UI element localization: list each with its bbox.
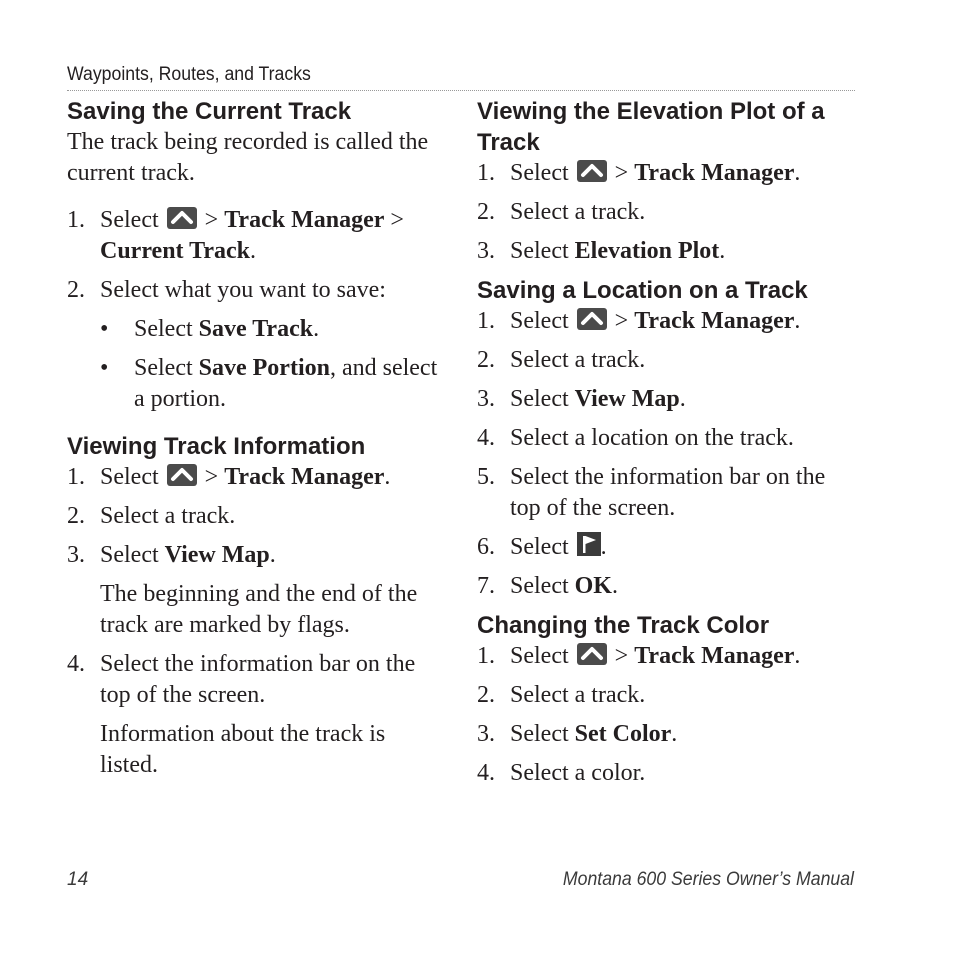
list-item: 4. Select the information bar on the top of the screen. (67, 651, 416, 708)
list-item: 1. Select > Track Manager. (477, 643, 801, 669)
track-manager-up-icon (577, 643, 607, 665)
list-item: 2. Select a track. (67, 503, 236, 529)
heading-saving-current-track: Saving the Current Track (67, 98, 352, 125)
running-header: Waypoints, Routes, and Tracks (67, 64, 311, 85)
track-manager-up-icon (577, 160, 607, 182)
list-item: 1. Select > Track Manager. (477, 308, 801, 334)
header-divider (67, 90, 855, 91)
list-item: 7. Select OK. (477, 573, 618, 599)
list-item: 1. Select > Track Manager. (67, 464, 391, 490)
track-manager-up-icon (167, 207, 197, 229)
bullet-item: • Select Save Track. (100, 316, 320, 342)
list-item: 1. Select > Track Manager > Current Track. (67, 207, 404, 264)
heading-viewing-track-information: Viewing Track Information (67, 433, 366, 460)
list-item: 6. Select . (477, 534, 607, 560)
list-item: 3. Select Elevation Plot. (477, 238, 726, 264)
list-item: 4. Select a color. (477, 760, 646, 786)
list-item: 5. Select the information bar on the top of the screen. (477, 464, 826, 521)
list-item: 2. Select a track. (477, 199, 646, 225)
list-item: 1. Select > Track Manager. (477, 160, 801, 186)
heading-viewing-elevation-plot: Viewing the Elevation Plot of a Track (477, 98, 825, 156)
page-number: 14 (67, 869, 89, 890)
heading-changing-track-color: Changing the Track Color (477, 612, 770, 639)
manual-title: Montana 600 Series Owner’s Manual (562, 869, 854, 890)
list-item: 3. Select View Map. (67, 542, 276, 568)
step-note: Information about the track is listed. (100, 721, 386, 778)
track-manager-up-icon (577, 308, 607, 330)
bullet-item: • Select Save Portion, and select a portion. (100, 355, 438, 412)
list-item: 4. Select a location on the track. (477, 425, 794, 451)
left-column (67, 96, 447, 789)
right-column (477, 96, 857, 797)
flag-icon (577, 532, 601, 556)
list-item: 2. Select what you want to save: (67, 277, 386, 303)
list-item: 2. Select a track. (477, 682, 646, 708)
step-note: The beginning and the end of the track are marked by flags. (100, 581, 418, 638)
heading-saving-location: Saving a Location on a Track (477, 277, 808, 304)
list-item: 3. Select View Map. (477, 386, 686, 412)
track-manager-up-icon (167, 464, 197, 486)
intro-paragraph: The track being recorded is called the current track. (67, 129, 429, 186)
list-item: 3. Select Set Color. (477, 721, 678, 747)
list-item: 2. Select a track. (477, 347, 646, 373)
